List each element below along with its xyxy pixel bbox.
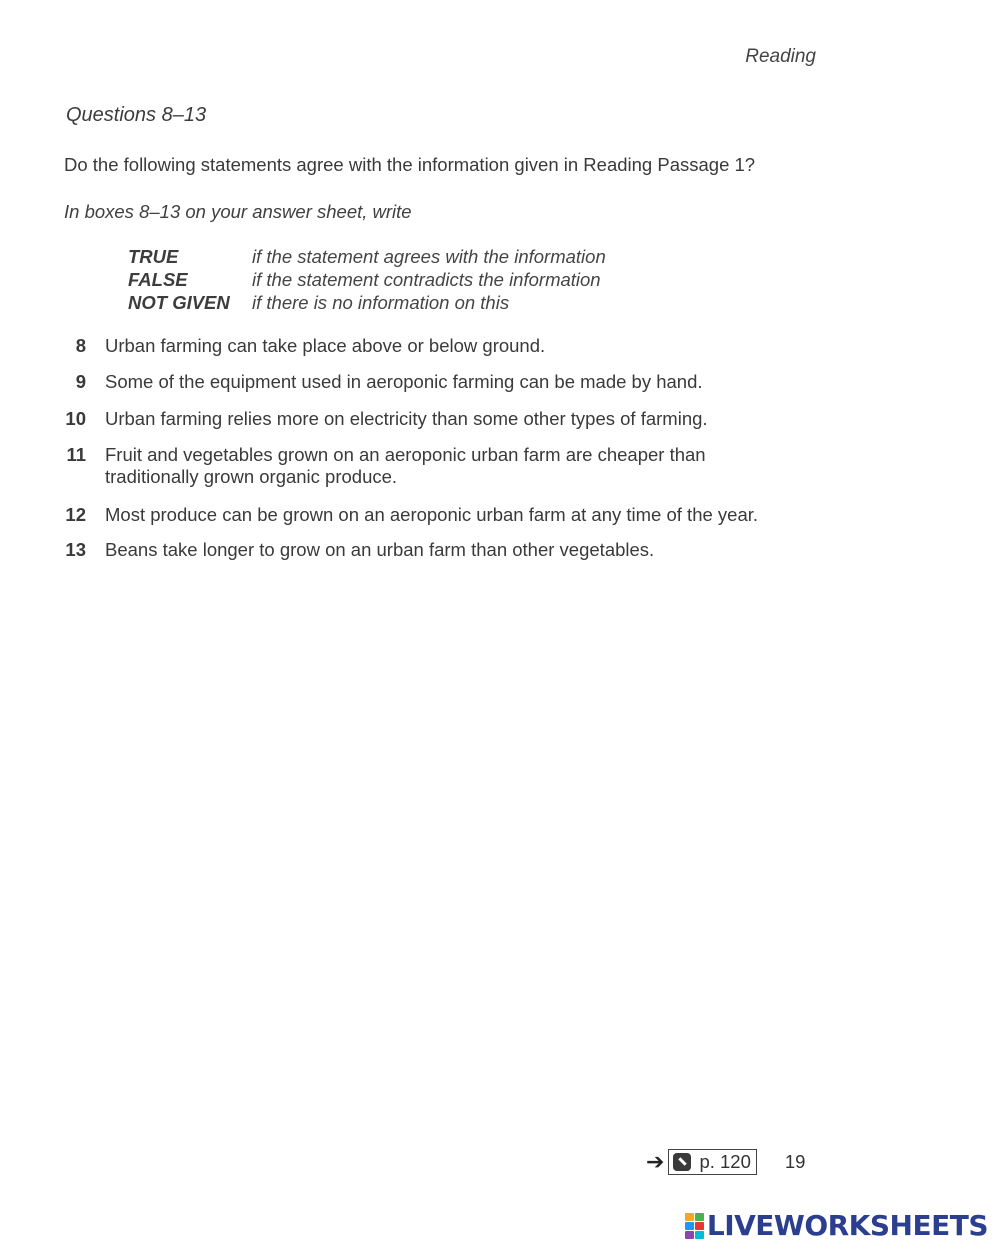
statement-number: 11 — [66, 444, 86, 465]
key-term: NOT GIVEN — [128, 292, 230, 313]
statement-number: 12 — [65, 504, 86, 525]
key-definition: if the statement agrees with the information — [252, 246, 606, 267]
key-term: FALSE — [128, 269, 188, 290]
statement-number: 13 — [65, 539, 86, 560]
statement-text — [105, 444, 805, 488]
answer-reference-box — [668, 1149, 756, 1175]
statement-number: 8 — [75, 335, 86, 356]
statement-text: Urban farming relies more on electricity than some other types of farming. — [105, 408, 708, 429]
statement-10 — [60, 408, 820, 430]
liveworksheets-logo-icon — [685, 1213, 705, 1239]
key-term: TRUE — [128, 246, 179, 267]
statement-number: 9 — [75, 371, 86, 392]
statement-8 — [60, 335, 820, 357]
statement-number: 10 — [65, 408, 86, 429]
statement-12 — [60, 504, 820, 526]
running-head: Reading — [745, 46, 816, 67]
statement-9 — [60, 371, 820, 393]
answer-key-table — [128, 245, 606, 314]
answer-instruction: In boxes 8–13 on your answer sheet, write — [64, 201, 412, 222]
page-footer — [646, 1148, 805, 1176]
questions-intro: Do the following statements agree with the information given in Reading Passage 1? — [64, 154, 756, 175]
statement-text-line: traditionally grown organic produce. — [105, 466, 398, 487]
statement-text: Some of the equipment used in aeroponic farming can be made by hand. — [105, 371, 703, 392]
key-row-false — [128, 268, 606, 291]
answer-reference: p. 120 — [699, 1151, 751, 1172]
key-row-true — [128, 245, 606, 268]
key-definition: if the statement contradicts the information — [252, 269, 601, 290]
statement-text-line: Fruit and vegetables grown on an aeroponic urban farm are cheaper than — [105, 444, 706, 465]
statement-text: Beans take longer to grow on an urban farm than other vegetables. — [105, 539, 655, 560]
statement-13 — [60, 539, 820, 561]
key-definition: if there is no information on this — [252, 292, 510, 313]
statement-text: Urban farming can take place above or below ground. — [105, 335, 546, 356]
page-number: 19 — [784, 1151, 806, 1172]
arrow-right-icon: ➔ — [646, 1149, 665, 1174]
key-row-not-given — [128, 291, 606, 314]
questions-heading: Questions 8–13 — [66, 104, 207, 126]
brand-name: LIVEWORKSHEETS — [706, 1209, 988, 1242]
liveworksheets-brand — [685, 1209, 988, 1242]
pencil-icon — [673, 1153, 691, 1171]
statement-text: Most produce can be grown on an aeroponic urban farm at any time of the year. — [105, 504, 759, 525]
statement-11 — [60, 444, 820, 488]
